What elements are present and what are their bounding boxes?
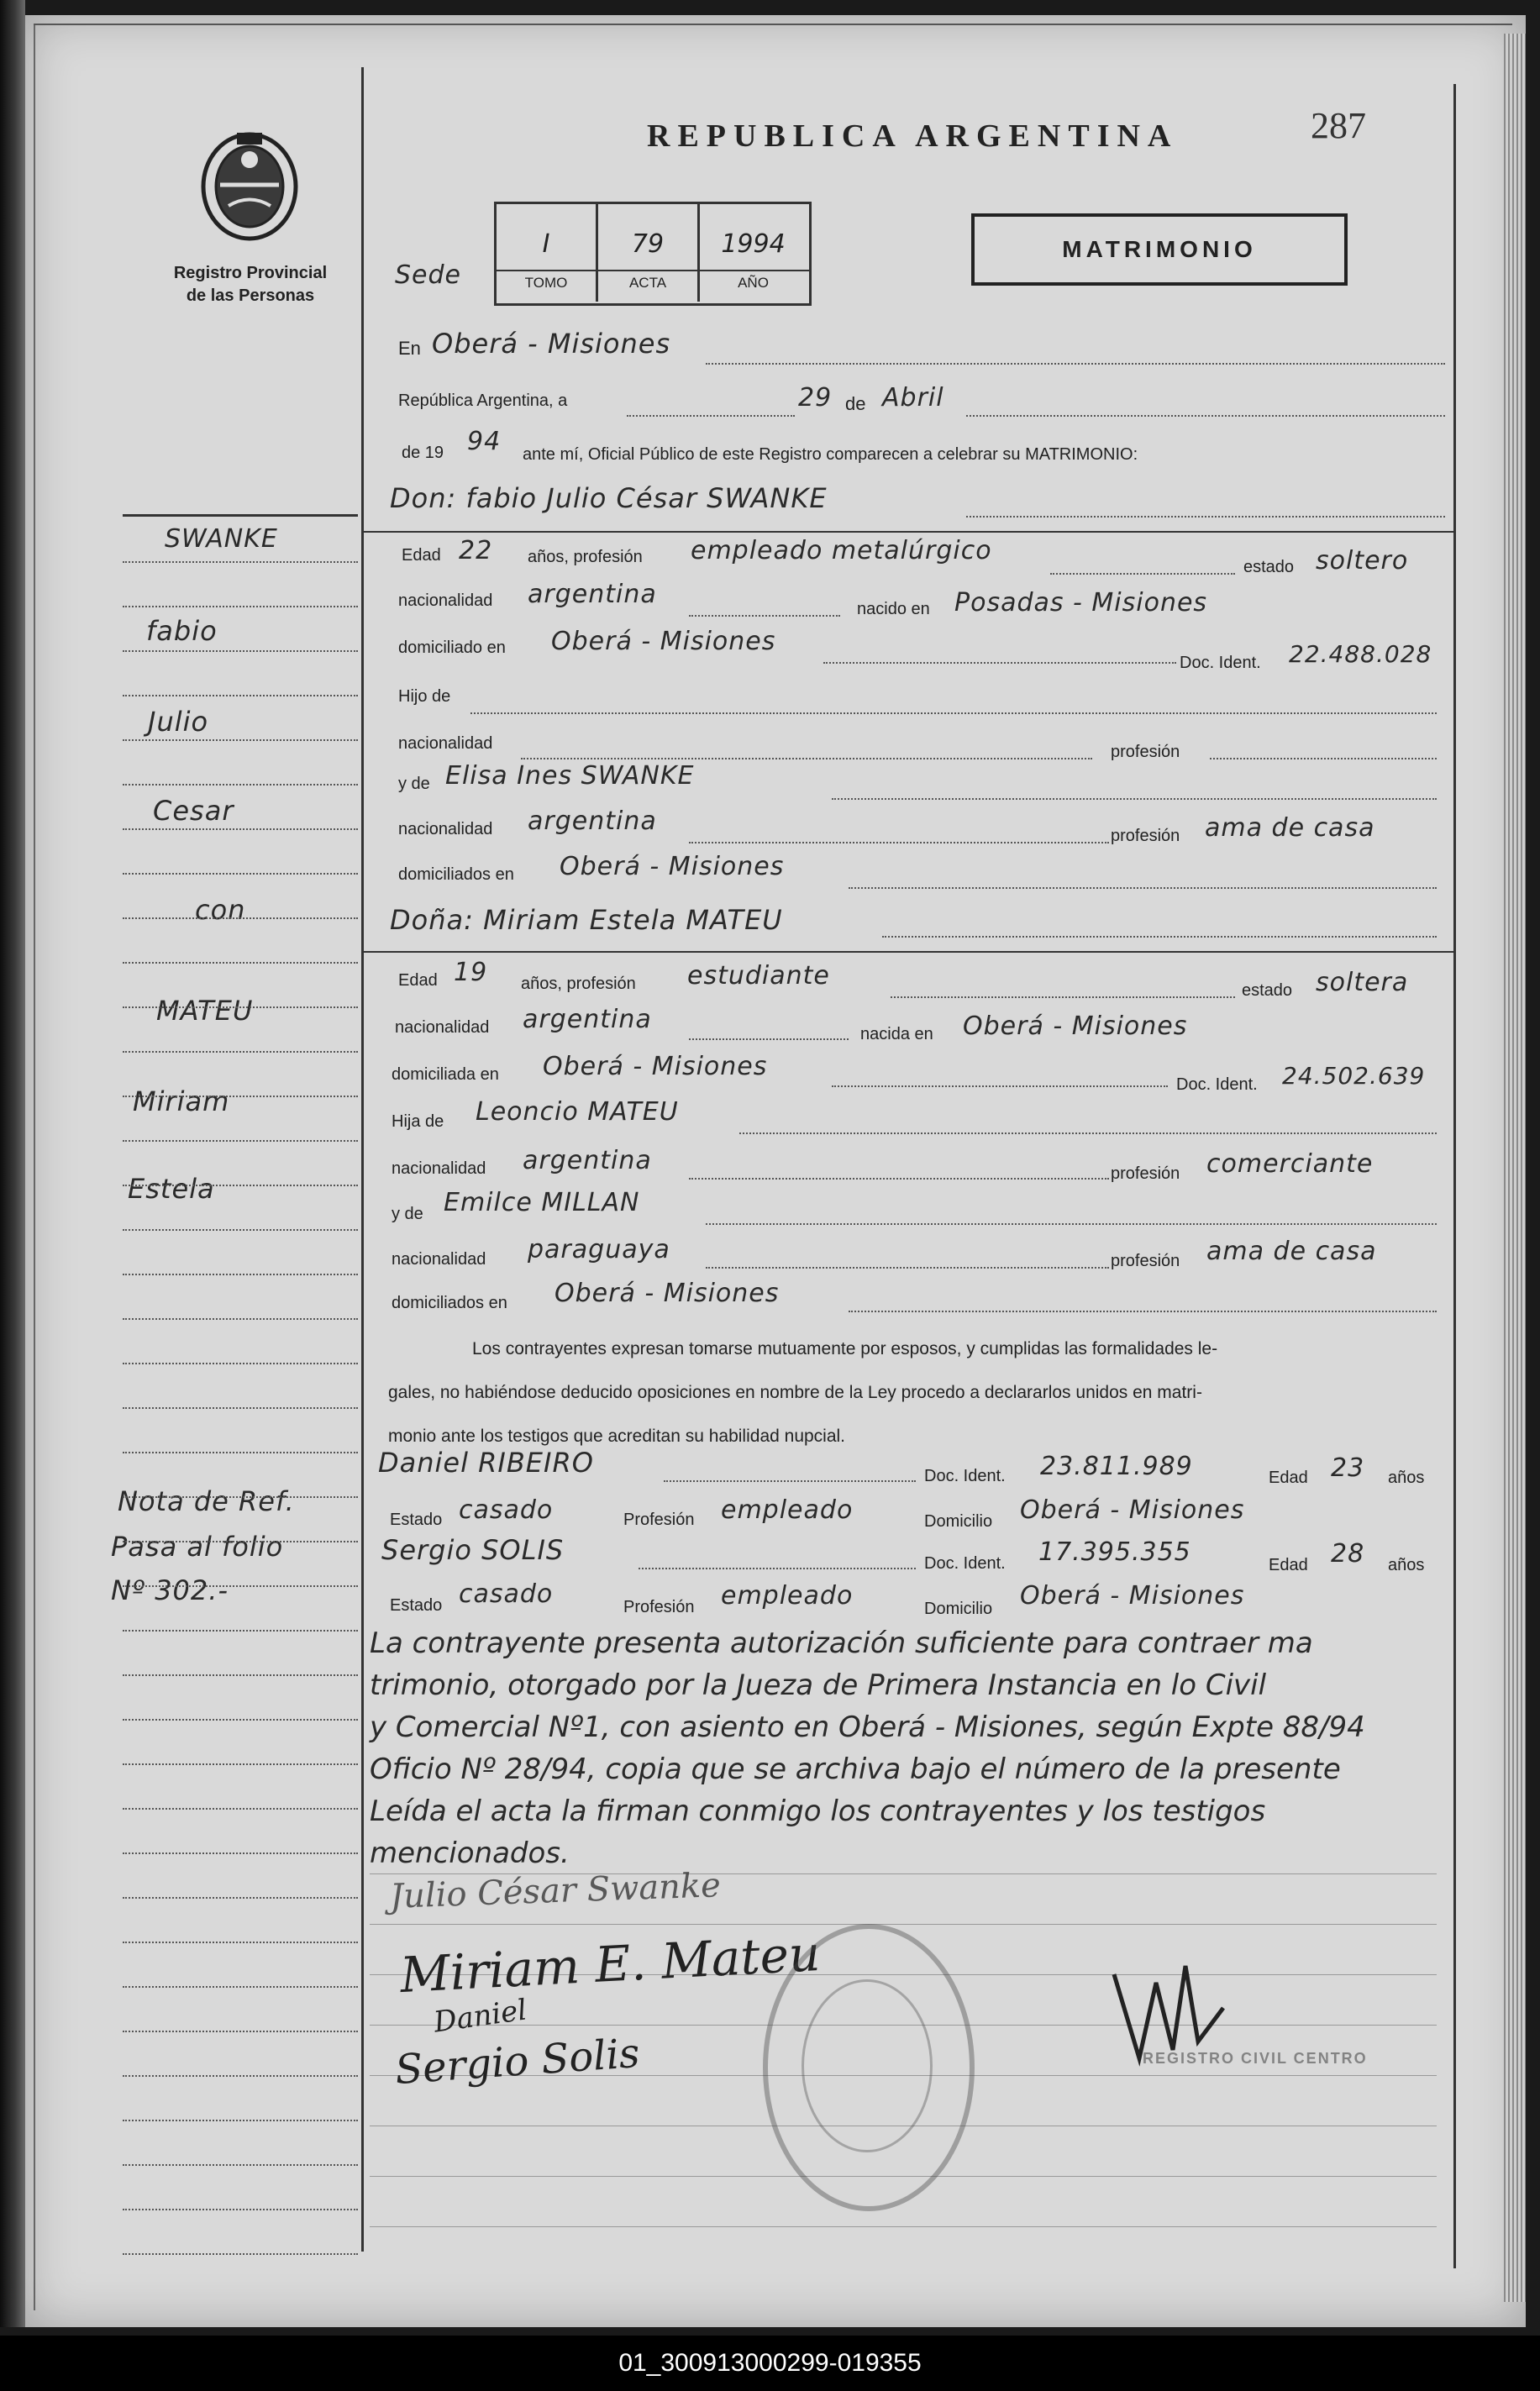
witness2-doc-value: 17.395.355 (1038, 1537, 1191, 1567)
bride-profesion-value: estudiante (687, 961, 830, 991)
witness2-doc-label: Doc. Ident. (924, 1554, 1006, 1573)
margin-rule-line (123, 1585, 358, 1587)
top-page-border (34, 24, 1512, 25)
margin-rule-line (123, 1229, 358, 1231)
margin-note-line-1: Nota de Ref. (118, 1485, 295, 1517)
margin-rule-line (123, 2075, 358, 2077)
ante-text: ante mí, Oficial Público de este Registro comparecen a celebrar su MATRIMONIO: (523, 445, 1138, 464)
margin-rule-line (123, 1274, 358, 1275)
acta-value: 79 (631, 229, 665, 259)
bride-doc-value: 24.502.639 (1282, 1062, 1426, 1090)
en-value: Oberá - Misiones (432, 328, 671, 360)
bride-padre-nac-value: argentina (523, 1146, 652, 1175)
margin-rule-line (123, 1719, 358, 1721)
right-page-border (1453, 84, 1456, 2268)
sede-label: Sede (395, 260, 461, 290)
groom-estado-value: soltero (1316, 546, 1409, 575)
margin-rule-line (123, 1763, 358, 1765)
margin-rule-line (123, 1407, 358, 1409)
tomo-label: TOMO (524, 275, 568, 291)
margin-rule-line (123, 695, 358, 696)
bride-padre-prof-value: comerciante (1206, 1149, 1374, 1179)
margin-rule-line (123, 1318, 358, 1320)
bride-hija-label: Hija de (392, 1112, 444, 1131)
groom-nacido-label: nacido en (857, 600, 930, 618)
margin-item-6: MATEU (156, 995, 254, 1027)
margin-rule-line (123, 2253, 358, 2255)
bride-domiciliada-value: Oberá - Misiones (543, 1052, 768, 1081)
note-line-6: mencionados. (370, 1837, 570, 1870)
margin-rule-line (123, 2120, 358, 2121)
bride-doc-label: Doc. Ident. (1176, 1075, 1258, 1094)
witness2-domicilio-value: Oberá - Misiones (1020, 1581, 1245, 1611)
official-stamp-text: REGISTRO CIVIL CENTRO (1143, 2050, 1368, 2067)
bride-nacida-label: nacida en (860, 1025, 933, 1043)
coat-of-arms-logo (195, 126, 304, 244)
margin-item-7: Miriam (133, 1085, 230, 1117)
de-label: de (845, 393, 866, 414)
left-page-border (34, 25, 35, 2310)
margin-rule-line (123, 1986, 358, 1988)
margin-rule-line (123, 2031, 358, 2032)
witness1-doc-value: 23.811.989 (1040, 1452, 1193, 1481)
en-label: En (398, 338, 421, 359)
document-title: REPUBLICA ARGENTINA (647, 118, 1179, 154)
year-value: 94 (467, 427, 502, 456)
groom-padre-nac-label: nacionalidad (398, 734, 493, 753)
groom-edad-label: Edad (402, 546, 441, 565)
margin-rule-line (123, 1140, 358, 1142)
bride-anos-profesion: años, profesión (521, 975, 636, 993)
bride-estado-label: estado (1242, 981, 1293, 1000)
margin-rule-line (123, 739, 358, 741)
ano-label: AÑO (738, 275, 769, 291)
groom-madre-label: y de (398, 775, 430, 793)
witness2-edad-label: Edad (1269, 1556, 1308, 1574)
bride-heading: Doña: Miriam Estela MATEU (390, 904, 783, 936)
margin-rule-line (123, 784, 358, 786)
groom-madre-nac-value: argentina (528, 807, 657, 836)
month-value: Abril (882, 383, 944, 413)
bride-edad-value: 19 (454, 958, 488, 987)
ano-value: 1994 (721, 229, 786, 259)
bride-padre-prof-label: profesión (1111, 1164, 1180, 1183)
witness1-edad-value: 23 (1331, 1453, 1365, 1483)
witness2-profesion-value: empleado (721, 1581, 854, 1611)
groom-doc-value: 22.488.028 (1289, 640, 1432, 668)
declaration-line-1: Los contrayentes expresan tomarse mutuamente por esposos, y cumplidas las formalidades le- (472, 1339, 1218, 1358)
witness2-edad-value: 28 (1331, 1539, 1365, 1569)
margin-rule-line (123, 1630, 358, 1632)
note-line-5: Leída el acta la firman conmigo los contrayentes y los testigos (370, 1795, 1266, 1828)
margin-rule-line (123, 917, 358, 919)
registry-label: Registro Provincial de las Personas (173, 264, 328, 305)
margin-rule-line (123, 962, 358, 964)
bride-madre-nac-label: nacionalidad (392, 1250, 486, 1269)
page-stack-edge (1504, 34, 1526, 2302)
groom-madre-prof-value: ama de casa (1205, 813, 1375, 843)
margin-rule-line (123, 2209, 358, 2210)
margin-item-5: con (195, 894, 246, 926)
witness2-signature: Sergio Solis (393, 2029, 642, 2094)
bride-edad-label: Edad (398, 971, 438, 990)
bride-padre-value: Leoncio MATEU (476, 1097, 679, 1127)
margin-rule-line (123, 1363, 358, 1364)
margin-item-4: Cesar (153, 795, 234, 827)
margin-rule-line (123, 1006, 358, 1008)
witness2-anos-label: años (1388, 1556, 1425, 1574)
groom-estado-label: estado (1243, 558, 1295, 576)
margin-rule-line (123, 828, 358, 830)
witness1-domicilio-label: Domicilio (924, 1512, 993, 1531)
acta-label: ACTA (628, 275, 667, 291)
groom-nacionalidad-value: argentina (528, 580, 657, 609)
witness1-estado-label: Estado (390, 1511, 443, 1529)
bride-estado-value: soltera (1316, 968, 1409, 997)
declaration-line-2: gales, no habiéndose deducido oposiciones en nombre de la Ley procedo a declararlos unidos en matri- (388, 1383, 1202, 1402)
margin-rule-line (123, 1185, 358, 1186)
margin-item-8: Estela (128, 1173, 215, 1205)
document-type-box: MATRIMONIO (971, 213, 1348, 286)
margin-note-line-2: Pasa al folio (111, 1531, 284, 1563)
margin-item-1: SWANKE (165, 524, 278, 554)
bride-madre-prof-label: profesión (1111, 1252, 1180, 1270)
witness1-profesion-label: Profesión (623, 1511, 695, 1529)
groom-domiciliados-label: domiciliados en (398, 865, 514, 884)
year-prefix: de 19 (402, 444, 444, 462)
margin-rule-line (123, 1942, 358, 1943)
margin-rule-line (123, 1808, 358, 1810)
margin-rule-line (123, 1096, 358, 1097)
bride-nacida-value: Oberá - Misiones (963, 1012, 1188, 1041)
bride-domiciliados-value: Oberá - Misiones (555, 1279, 780, 1308)
witness1-name: Daniel RIBEIRO (378, 1447, 594, 1479)
groom-edad-value: 22 (459, 536, 493, 565)
margin-item-2: fabio (146, 615, 218, 647)
groom-hijo-label: Hijo de (398, 687, 451, 706)
tomo-value: I (542, 229, 550, 259)
page-number: 287 (1311, 105, 1366, 146)
declaration-paragraph (388, 1327, 1438, 1458)
witness1-doc-label: Doc. Ident. (924, 1467, 1006, 1485)
margin-rule-line (123, 650, 358, 652)
bride-domiciliados-label: domiciliados en (392, 1294, 507, 1312)
image-id-footer (0, 2336, 1540, 2391)
margin-rule-line (123, 606, 358, 607)
groom-domiciliado-value: Oberá - Misiones (551, 627, 776, 656)
witness2-name: Sergio SOLIS (381, 1534, 565, 1566)
witness2-estado-value: casado (459, 1579, 554, 1609)
groom-anos-profesion: años, profesión (528, 548, 643, 566)
image-id-text: 01_300913000299-019355 (618, 2349, 922, 2377)
note-line-2: trimonio, otorgado por la Jueza de Primera Instancia en lo Civil (370, 1668, 1267, 1702)
margin-item-3: Julio (148, 706, 209, 738)
witness2-estado-label: Estado (390, 1596, 443, 1615)
bride-madre-value: Emilce MILLAN (444, 1188, 640, 1217)
witness1-estado-value: casado (459, 1495, 554, 1525)
groom-signature: Julio César Swanke (389, 1866, 722, 1916)
registry-entry-table (494, 202, 812, 306)
margin-note-line-3: Nº 302.- (111, 1574, 229, 1606)
groom-madre-nac-label: nacionalidad (398, 820, 493, 838)
witness1-domicilio-value: Oberá - Misiones (1020, 1495, 1245, 1525)
witness2-domicilio-label: Domicilio (924, 1600, 993, 1618)
witness1-edad-label: Edad (1269, 1469, 1308, 1487)
note-line-3: y Comercial Nº1, con asiento en Oberá - Misiones, según Expte 88/94 (370, 1710, 1365, 1744)
groom-domiciliado-label: domiciliado en (398, 638, 506, 657)
groom-madre-prof-label: profesión (1111, 827, 1180, 845)
groom-nacionalidad-label: nacionalidad (398, 591, 493, 610)
note-line-1: La contrayente presenta autorización suficiente para contraer ma (370, 1626, 1313, 1660)
groom-domiciliados-value: Oberá - Misiones (560, 852, 785, 881)
book-binding-edge (0, 0, 25, 2327)
day-value: 29 (798, 383, 833, 413)
groom-profesion-value: empleado metalúrgico (691, 536, 992, 565)
margin-rule-line (123, 1852, 358, 1854)
margin-rule-line (123, 2164, 358, 2166)
margin-rule-line (123, 1051, 358, 1053)
official-seal (763, 1924, 975, 2211)
groom-padre-prof-label: profesión (1111, 743, 1180, 761)
margin-rule-line (123, 1452, 358, 1453)
bride-domiciliada-label: domiciliada en (392, 1065, 499, 1084)
bride-nacionalidad-label: nacionalidad (395, 1018, 490, 1037)
margin-rule-line (123, 873, 358, 875)
declaration-line-3: monio ante los testigos que acreditan su habilidad nupcial. (388, 1427, 846, 1446)
margin-rule-line (123, 1541, 358, 1542)
groom-heading: Don: fabio Julio César SWANKE (390, 482, 828, 514)
bride-madre-prof-value: ama de casa (1206, 1237, 1377, 1266)
margin-rule-line (123, 1897, 358, 1899)
groom-madre-value: Elisa Ines SWANKE (445, 761, 695, 791)
republica-label: República Argentina, a (398, 391, 568, 410)
groom-doc-label: Doc. Ident. (1180, 654, 1261, 672)
witness1-signature: Daniel (431, 1993, 529, 2040)
note-line-4: Oficio Nº 28/94, copia que se archiva bajo el número de la presente (370, 1753, 1341, 1786)
bride-nacionalidad-value: argentina (523, 1005, 652, 1034)
margin-divider (361, 67, 364, 2252)
margin-rule-line (123, 561, 358, 563)
bride-padre-nac-label: nacionalidad (392, 1159, 486, 1178)
groom-nacido-value: Posadas - Misiones (954, 588, 1208, 617)
bride-madre-label: y de (392, 1205, 423, 1223)
margin-rule-line (123, 1496, 358, 1498)
witness1-anos-label: años (1388, 1469, 1425, 1487)
margin-rule-line (123, 1674, 358, 1676)
bride-madre-nac-value: paraguaya (528, 1235, 670, 1264)
witness1-profesion-value: empleado (721, 1495, 854, 1525)
bride-signature: Miriam E. Mateu (398, 1924, 822, 2005)
witness2-profesion-label: Profesión (623, 1598, 695, 1616)
